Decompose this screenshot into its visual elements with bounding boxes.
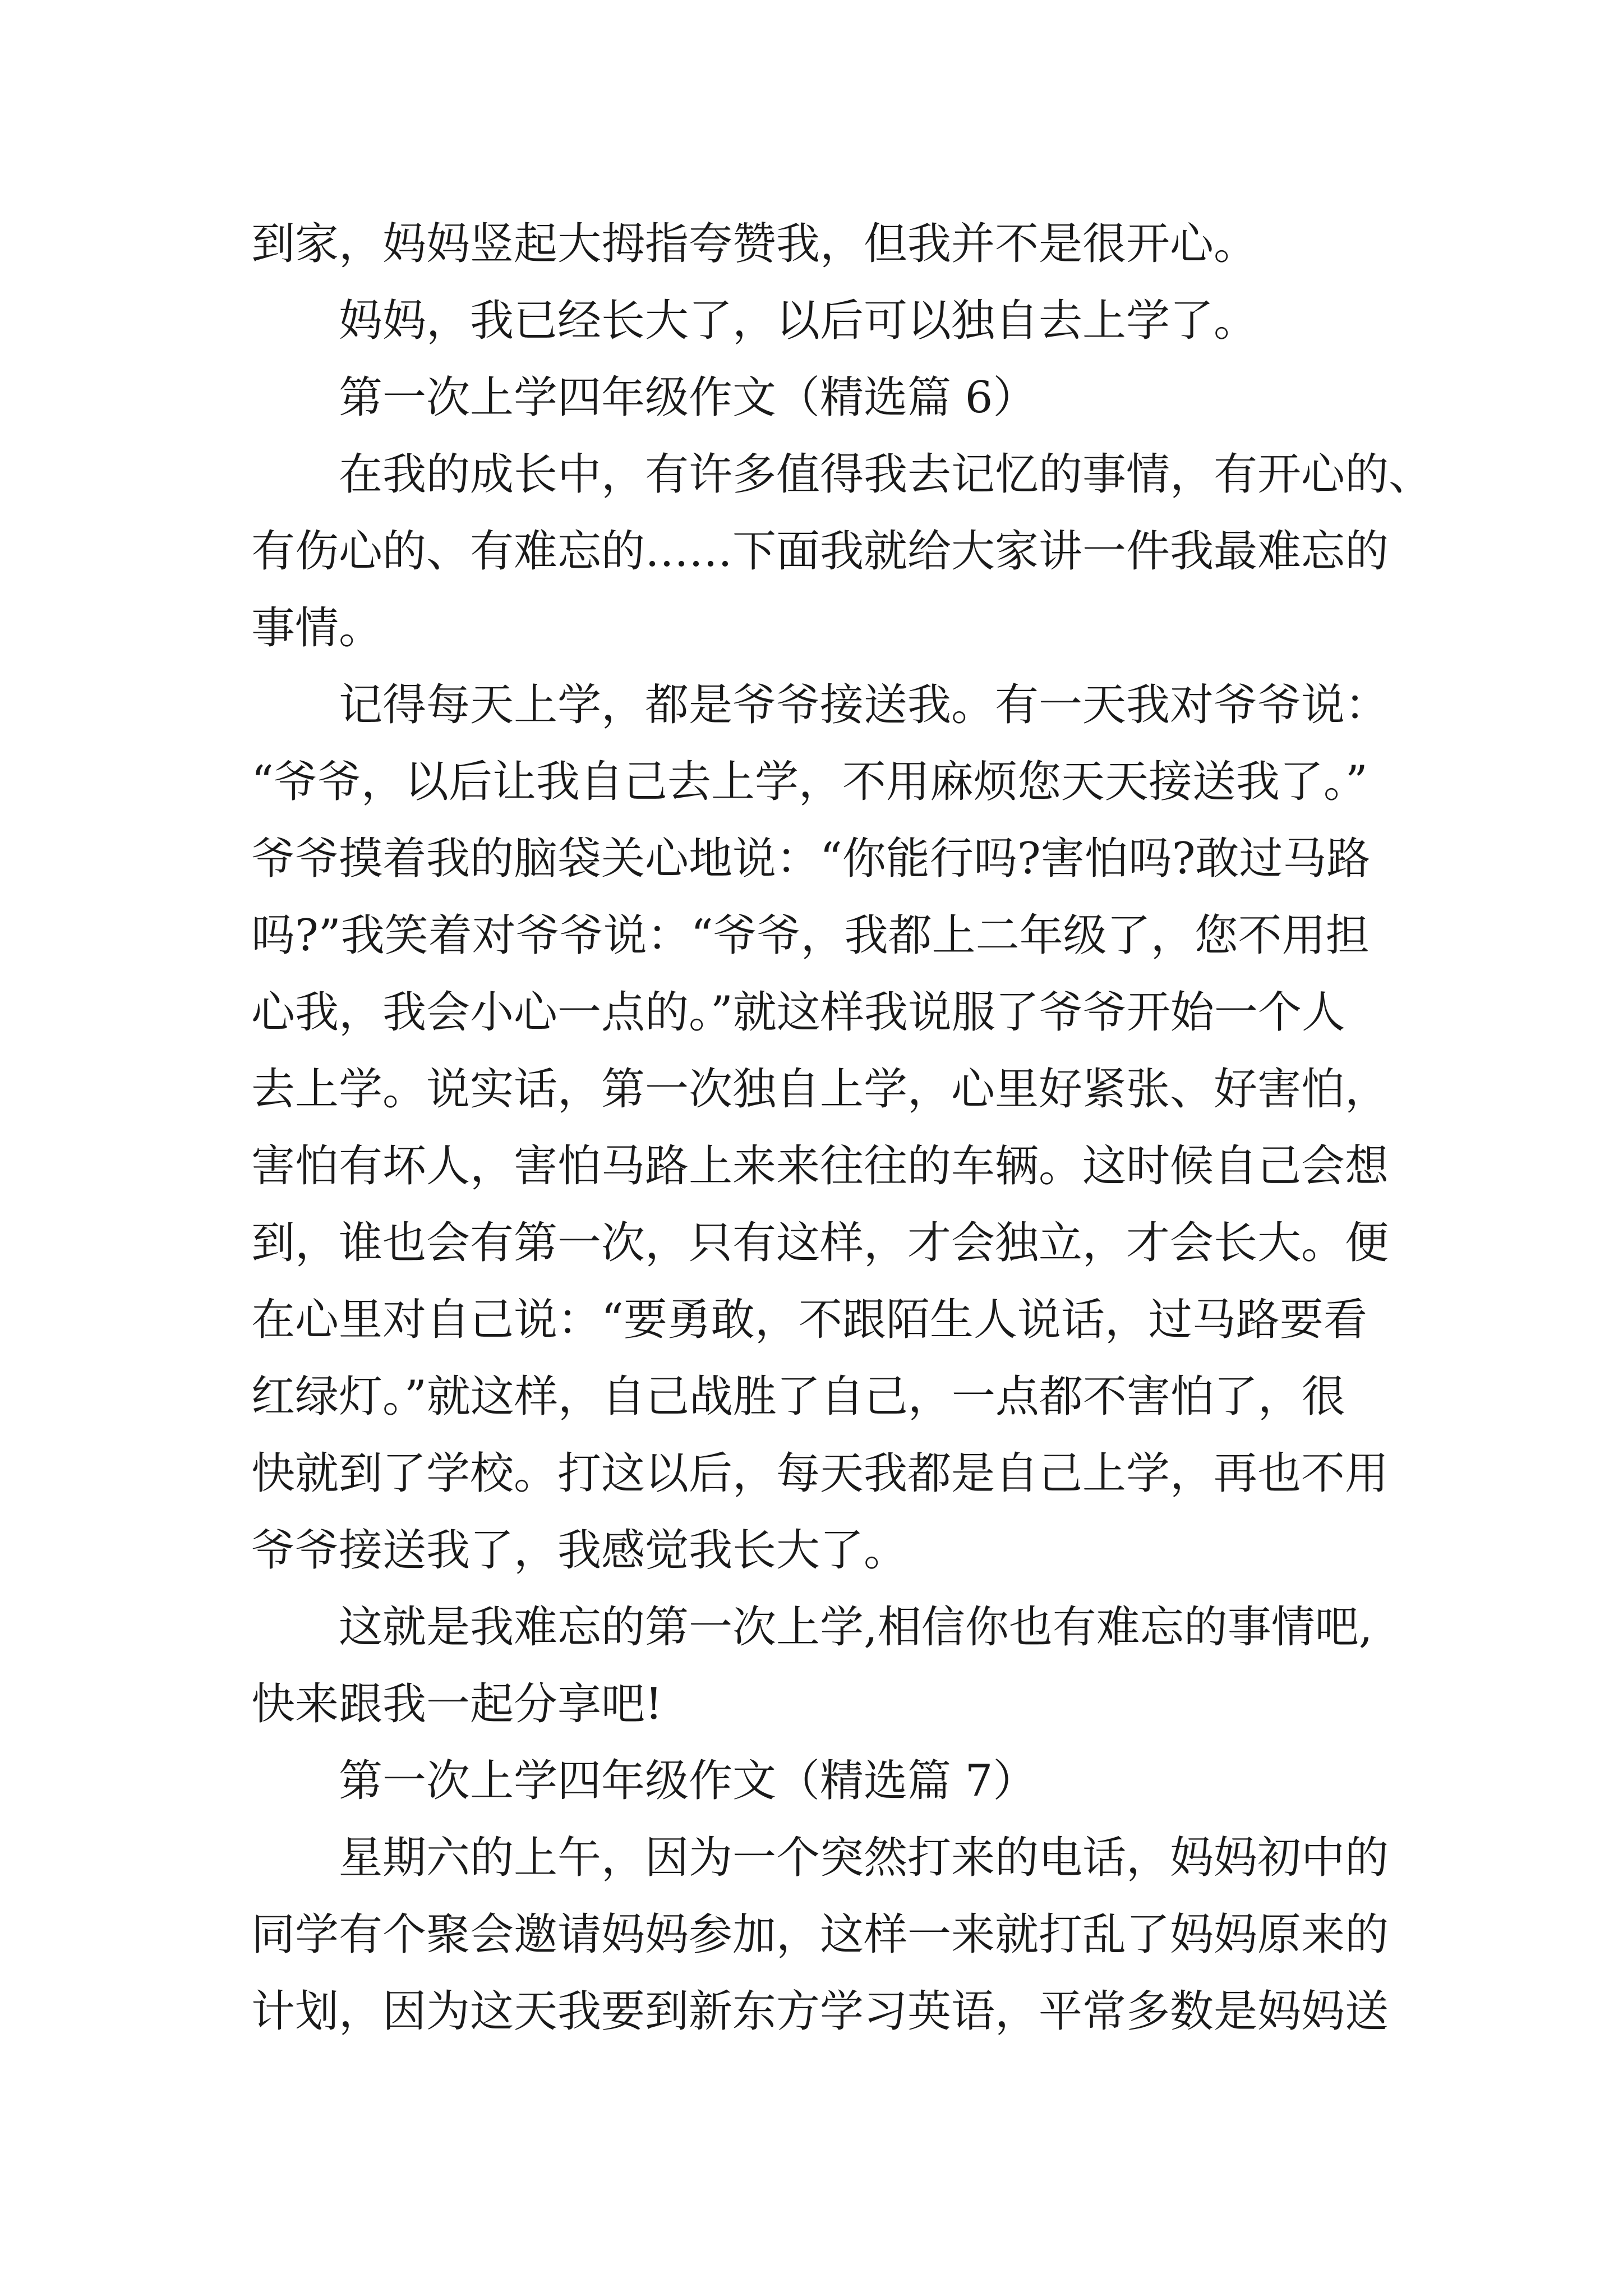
text-line: 这就是我难忘的第一次上学,相信你也有难忘的事情吧, [339,1602,1373,1653]
text-line: 在我的成长中，有许多值得我去记忆的事情，有开心的、 [339,449,1433,500]
text-line: 害怕有坏人，害怕马路上来来往往的车辆。这时候自己会想 [251,1141,1389,1191]
text-line: 到家，妈妈竖起大拇指夸赞我，但我并不是很开心。 [251,219,1258,269]
text-line: 妈妈，我已经长大了，以后可以独自去上学了。 [339,296,1258,346]
text-line: 心我，我会小心一点的。”就这样我说服了爷爷开始一个人 [251,987,1345,1038]
text-line: “爷爷，以后让我自己去上学，不用麻烦您天天接送我了。” [251,757,1368,807]
text-line: 红绿灯。”就这样，自己战胜了自己，一点都不害怕了，很 [251,1372,1345,1422]
text-line: 爷爷摸着我的脑袋关心地说：“你能行吗?害怕吗?敢过马路 [251,834,1371,884]
text-line: 同学有个聚会邀请妈妈参加，这样一来就打乱了妈妈原来的 [251,1910,1389,1960]
text-line: 到，谁也会有第一次，只有这样，才会独立，才会长大。便 [251,1218,1389,1268]
text-line: 去上学。说实话，第一次独自上学，心里好紧张、好害怕， [251,1064,1389,1115]
text-line: 快就到了学校。打这以后，每天我都是自己上学，再也不用 [251,1448,1389,1499]
text-line: 计划，因为这天我要到新东方学习英语，平常多数是妈妈送 [251,1986,1389,2037]
text-line: 事情。 [251,603,383,654]
text-line: 爷爷接送我了，我感觉我长大了。 [251,1525,908,1576]
text-line: 在心里对自己说：“要勇敢，不跟陌生人说话，过马路要看 [251,1295,1367,1345]
text-line: 快来跟我一起分享吧! [251,1679,663,1729]
section-heading: 第一次上学四年级作文（精选篇 7） [339,1756,1037,1806]
text-line: 有伤心的、有难忘的……下面我就给大家讲一件我最难忘的 [251,526,1389,577]
text-line: 记得每天上学，都是爷爷接送我。有一天我对爷爷说： [339,680,1389,730]
text-line: 星期六的上午，因为一个突然打来的电话，妈妈初中的 [339,1833,1389,1883]
text-line: 吗?”我笑着对爷爷说：“爷爷，我都上二年级了，您不用担 [251,910,1370,961]
section-heading: 第一次上学四年级作文（精选篇 6） [339,372,1037,423]
